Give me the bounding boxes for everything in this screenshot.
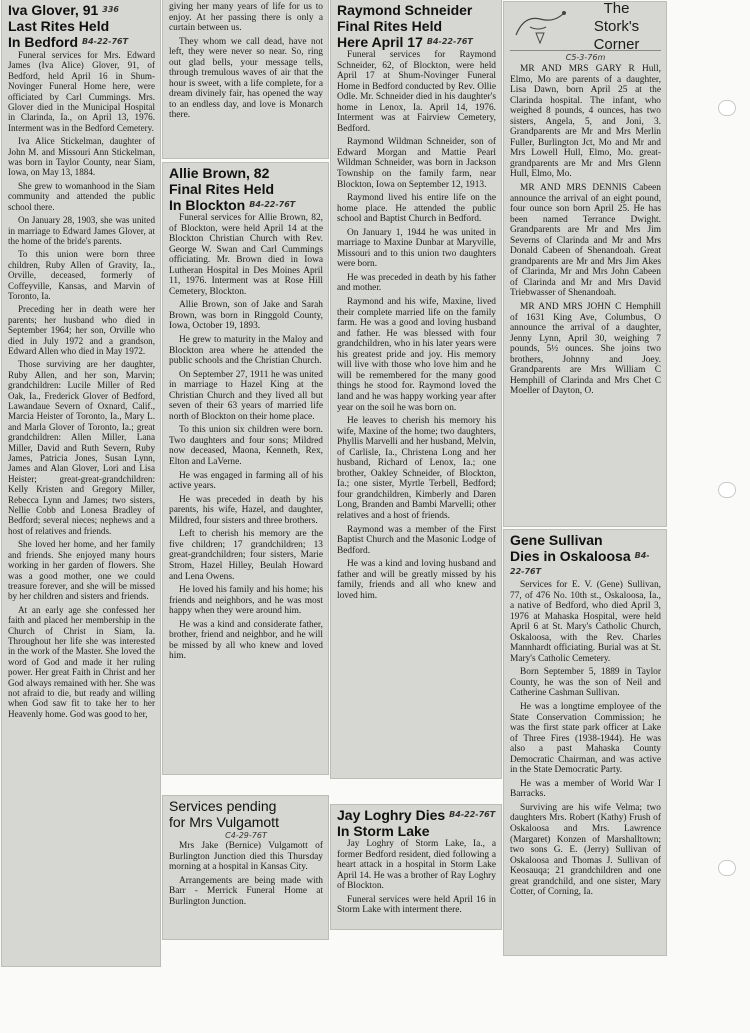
paragraph: They whom we call dead, have not left, they were never so near. So, ring out glad bells, your message tells, through tremulous waves of air that the hour is sweet, with a life complete, for a dream divinely fair, has opened the way to an endless day, and love is Monarch there. — [169, 36, 323, 121]
brown-body — [169, 213, 323, 662]
binder-hole — [718, 860, 736, 876]
stork-icon — [510, 5, 572, 49]
paragraph: Preceding her in death were her parents; her husband who died in September 1964; her son, Orville who died in July 1972 and a grandson, Edward Allen who died in May 1972. — [8, 304, 155, 356]
paragraph: On September 27, 1911 he was united in marriage to Hazel King at the Christian Church and they lived all but seven of their 63 years of married life north of Blockton on their home place. — [169, 369, 323, 422]
brown-headline-2: Final Rites Held — [169, 181, 275, 197]
glover-handnote-number: 336 — [102, 5, 119, 14]
paragraph: He was engaged in farming all of his active years. — [169, 470, 323, 492]
clipping-brown — [163, 163, 328, 774]
schneider-body — [337, 50, 496, 601]
clipping-loghry — [331, 805, 501, 929]
binder-hole — [718, 482, 736, 498]
vulgamott-headline-1: Services pending — [169, 798, 277, 814]
paragraph: Allie Brown, son of Jake and Sarah Brown, was born in Ringgold County, Iowa, October 19, 1893. — [169, 300, 323, 332]
glover-headline-3: In Bedford $^{B4-22-76T}$ — [8, 34, 129, 50]
loghry-body — [337, 839, 496, 916]
paragraph: Services for E. V. (Gene) Sullivan, 77, of 476 No. 10th st., Oskaloosa, Ia., a native of Bedford, who died April 3, 1976 at Mahaska Hospital, were held April 6 at St. Mary's Catholic Church, Oskaloosa, with the Rev. Charles Mannhardt officiating. Burial was at St. Mary's Catholic Cemetery. — [510, 580, 661, 664]
paragraph: At an early age she confessed her faith and placed her membership in the Church of Christ in Siam, Ia. Throughout her life she was interested in the work of the Master. She loved the word of God and made it her ruling power. Her great Faith in Christ and her God always remained with her. She was not afraid to die, but ready and willing when God saw fit to take her to her Heavenly home. God was good to her, — [8, 604, 155, 719]
storks-corner-header — [510, 4, 661, 51]
paragraph: Raymond Wildman Schneider, son of Edward Morgan and Mattie Pearl Wildman Schneider, was born in Jackson Township on the family farm, near Blockton, Iowa on September 12, 1913. — [337, 137, 496, 190]
paragraph: He loved his family and his home; his friends and neighbors, and he was most happy when they were around him. — [169, 585, 323, 617]
sullivan-headline-2: Dies in Oskaloosa $^{B4-22-76T}$ — [510, 548, 650, 576]
paragraph: On January 28, 1903, she was united in marriage to Edward James Glover, at the home of the bride's parents. — [8, 215, 155, 246]
paragraph: He was a member of World War I Barracks. — [510, 778, 661, 800]
paragraph: He was a kind and considerate father, brother, friend and neighbor, and he will be missed by all who knew and loved him. — [169, 619, 323, 662]
clipping-storks-corner — [504, 2, 666, 526]
paragraph: Funeral services for Raymond Schneider, 62, of Blockton, were held April 17 at Shum-Novinger Funeral Home in Bedford conducted by Rev. Ollie Odle. Mr. Schneider died in his daughter's home in Lenox, Ia. April 14, 1976. Interment was at Fairview Cemetery, Bedford. — [337, 50, 496, 134]
paragraph: He was preceded in death by his father and mother. — [337, 272, 496, 294]
glover-headline-2: Last Rites Held — [8, 18, 110, 34]
sullivan-body — [510, 580, 661, 898]
paragraph: Left to cherish his memory are the five children; 17 grandchildren; 13 great-grandchildren; four sisters, Marie Strom, Hazel Hilley, Beulah Howard and Lena Owens. — [169, 529, 323, 582]
schneider-headline-3: Here April 17 $^{B4-22-76T}$ — [337, 34, 473, 50]
paragraph: He was a kind and loving husband and father and will be greatly missed by his family, friends and all who knew and loved him. — [337, 559, 496, 601]
vulgamott-headline-2: for Mrs Vulgamott — [169, 814, 279, 830]
paragraph: She grew to womanhood in the Siam community and attended the public school there. — [8, 180, 155, 212]
paragraph: He was preceded in death by his parents, his wife, Hazel, and daughter, Mildred, four sisters and three brothers. — [169, 494, 323, 526]
paragraph: Raymond was a member of the First Baptist Church and the Masonic Lodge of Bedford. — [337, 524, 496, 556]
vulgamott-body — [169, 841, 323, 907]
paragraph: MR AND MRS DENNIS Cabeen announce the arrival of an eight pound, four ounce son born April 25. He has been named Terrance Dwight. Grandparents are Mr and Mrs Jim Severns of Clarinda and Mr and Mrs Donald Cabeen of Shenandoah. Great grandparents are Mr and Mrs Jim Akes of Clarinda, Mr and Mrs John Cabeen of Clarinda and Mr and Mrs David Triebwasser of Shenandoah. — [510, 183, 661, 299]
clipping-glover-continued — [163, 0, 328, 158]
loghry-headline-2: In Storm Lake — [337, 823, 430, 839]
paragraph: To this union were born three children, Ruby Allen of Gravity, Ia., Orville, deceased, formerly of Coffeyville, Kansas, and Marvin of Toronto, Ia. — [8, 249, 155, 301]
glover-headline-1: Iva Glover, 91 $^{336}$ — [8, 2, 119, 18]
clipping-sullivan — [504, 530, 666, 955]
paragraph: MR AND MRS JOHN C Hemphill of 1631 King Ave, Columbus, O announce the arrival of a daughter, Jenny Lynn, April 30, weighing 7 pounds, 5½ ounces. She joins two brothers, Johnny and Joey. Grandparents are Mrs William C Hemphill of Clarinda and Mrs Chet C Moeller of Dayton, O. — [510, 302, 661, 397]
paragraph: Born September 5, 1889 in Taylor County, he was the son of Neil and Catherine Cashman Sullivan. — [510, 667, 661, 699]
paragraph: Mrs Jake (Bernice) Vulgamott of Burlington Junction died this Thursday morning at a hospital in Kansas City. — [169, 841, 323, 873]
glover-body — [8, 50, 155, 719]
brown-headline-3: In Blockton $^{B4-22-76T}$ — [169, 197, 296, 213]
binder-hole — [718, 100, 736, 116]
sullivan-date-note: B4-22-76T — [510, 551, 650, 576]
schneider-headline-1: Raymond Schneider — [337, 2, 473, 18]
paragraph: giving her many years of life for us to enjoy. At her passing there is only a curtain between us. — [169, 2, 323, 34]
schneider-headline-2: Final Rites Held — [337, 18, 443, 34]
paragraph: He leaves to cherish his memory his wife, Maxine of the home; two daughters, Phyllis Marvelli and her husband, Melvin, of Carlisle, Ia., Christena Long and her husband, Richard of Lenox, Ia.; one brother, Oakley Schneider, of Blockton, Ia.; one sister, Myrtle Terbell, Bedford; four grandchildren, Kimberly and Daren Long, Branden and Bambi Marvelli; other relatives and a host of friends. — [337, 416, 496, 521]
paragraph: Iva Alice Stickelman, daughter of John M. and Missouri Ann Stickelman, was born in Taylor County, near Siam, Iowa, on May 13, 1884. — [8, 136, 155, 178]
loghry-headline-1: Jay Loghry Dies $^{B4-22-76T}$ — [337, 807, 496, 823]
sullivan-headline-1: Gene Sullivan — [510, 532, 603, 548]
paragraph: She loved her home, and her family and friends. She enjoyed many hours working in her garden of flowers. She was a good mother, one we could treasure forever, and she will be missed by her children and sisters and friends. — [8, 539, 155, 602]
paragraph: Funeral services were held April 16 in Storm Lake with interment there. — [337, 894, 496, 916]
storks-corner-title: The Stork's Corner — [593, 2, 640, 53]
paragraph: Arrangements are being made with Barr - Merrick Funeral Home at Burlington Junction. — [169, 875, 323, 907]
stork-date-note: C5-3-76m — [565, 53, 606, 62]
paragraph: To this union six children were born. Two daughters and four sons; Mildred now deceased, Maona, Kenneth, Rex, Elton and LaVerne. — [169, 425, 323, 468]
brown-date-note: B4-22-76T — [249, 200, 296, 209]
brown-headline-1: Allie Brown, 82 — [169, 165, 270, 181]
paragraph: He was a longtime employee of the State Conservation Commission; he was the first state park officer at Lake of Three Fires (1938-1944). He was also a past Mahaska County Democratic Chairman, and was active in the State Democratic Party. — [510, 702, 661, 776]
paragraph: Raymond and his wife, Maxine, lived their complete married life on the family farm. He was a good and loving husband and father. He was blessed with four grandchildren, who in his later years were his greatest pride and joy. His memory will live with those who love him and he will be remembered for the many good things he stood for. Raymond loved the land and he was happy working year after year on the soil he was born on. — [337, 297, 496, 413]
clipping-schneider — [331, 0, 501, 778]
paragraph: Funeral services for Allie Brown, 82, of Blockton, were held April 14 at the Blockton Christian Church with Rev. George W. Swan and Carl Cummings officiating. Mr. Brown died in Iowa Lutheran Hospital in Des Moines April 11, 1976. Interment was at Rose Hill Cemetery, Blockton. — [169, 213, 323, 297]
paragraph: Jay Loghry of Storm Lake, Ia., a former Bedford resident, died following a heart attack in a hospital in Storm Lake April 14. He was a brother of Ray Loghry of Blockton. — [337, 839, 496, 892]
stork-body — [510, 64, 661, 397]
paragraph: Those surviving are her daughter, Ruby Allen, and her son, Marvin; grandchildren: Lucile Miller of Red Oak, Ia., Frederick Glover of Bedford, Lawandaue Severn of Oxnard, Calif., Marcia Heister of Toronto, Ia., Mary L. and Marla Glover of Toronto, Ia.; great grandchildren: Allen Miller, Lana Miller, David and Ruth Severn, Ruby James, Patricia Jones, Susan Lynn, James and Alan Glover, Lori and Lisa Heister; great-great-grandchildren: Kelly Kristen and Gregory Miller, Rebecca Lynn and James; two sisters, Nellie Cobb and Lonesa Bradley of Bedford; several nieces; nephews and a host of relatives and friends. — [8, 359, 155, 536]
loghry-date-note: B4-22-76T — [449, 810, 496, 819]
paragraph: On January 1, 1944 he was united in marriage to Maxine Dunbar at Maryville, Missouri and to this union two daughters were born. — [337, 227, 496, 270]
paragraph: MR AND MRS GARY R Hull, Elmo, Mo are parents of a daughter, Lisa Dawn, born April 25 at the Clarinda hospital. The infant, who weighed 8 pounds, 4 ounces, has two sisters, Angela, 5, and Joni, 3. Grandparents are Mr and Mrs Merlin Fuller, Burlington Jct, Mo and Mr and Mrs Lowell Hull, Elmo, Mo. great-grandparents are Mr and Mrs Glenn Hull, Elmo, Mo. — [510, 64, 661, 180]
schneider-date-note: B4-22-76T — [426, 37, 473, 46]
paragraph: Surviving are his wife Velma; two daughters Mrs. Robert (Kathy) Frush of Oskaloosa and Mrs. Lawrence (Margaret) Konzen of Marshalltown; two sons G. E. (Jerry) Sullivan of Oskaloosa and Thomas J. Sullivan of Keosauqa; 21 grandchildren and one great grandchild, and one sister, Mary Cotter, of Corning, Ia. — [510, 802, 661, 898]
paragraph: He grew to maturity in the Maloy and Blockton area where he attended the public schools and the Christian Church. — [169, 335, 323, 367]
clipping-glover — [2, 0, 160, 966]
paragraph: Funeral services for Mrs. Edward James (Iva Alice) Glover, 91, of Bedford, held April 16 in Shum-Novinger Funeral Home here, were officiated by Carl Cummings. Mrs. Glover died in the Municipal Hospital in Clarinda, Ia., on April 13, 1976. Interment was in the Bedford Cemetery. — [8, 50, 155, 133]
paragraph: Raymond lived his entire life on the home place. He attended the public school and Baptist Church in Bedford. — [337, 193, 496, 225]
clipping-vulgamott — [163, 796, 328, 939]
vulgamott-date-note: C4-29-76T — [225, 831, 267, 840]
glover-date-note: B4-22-76T — [82, 37, 129, 46]
